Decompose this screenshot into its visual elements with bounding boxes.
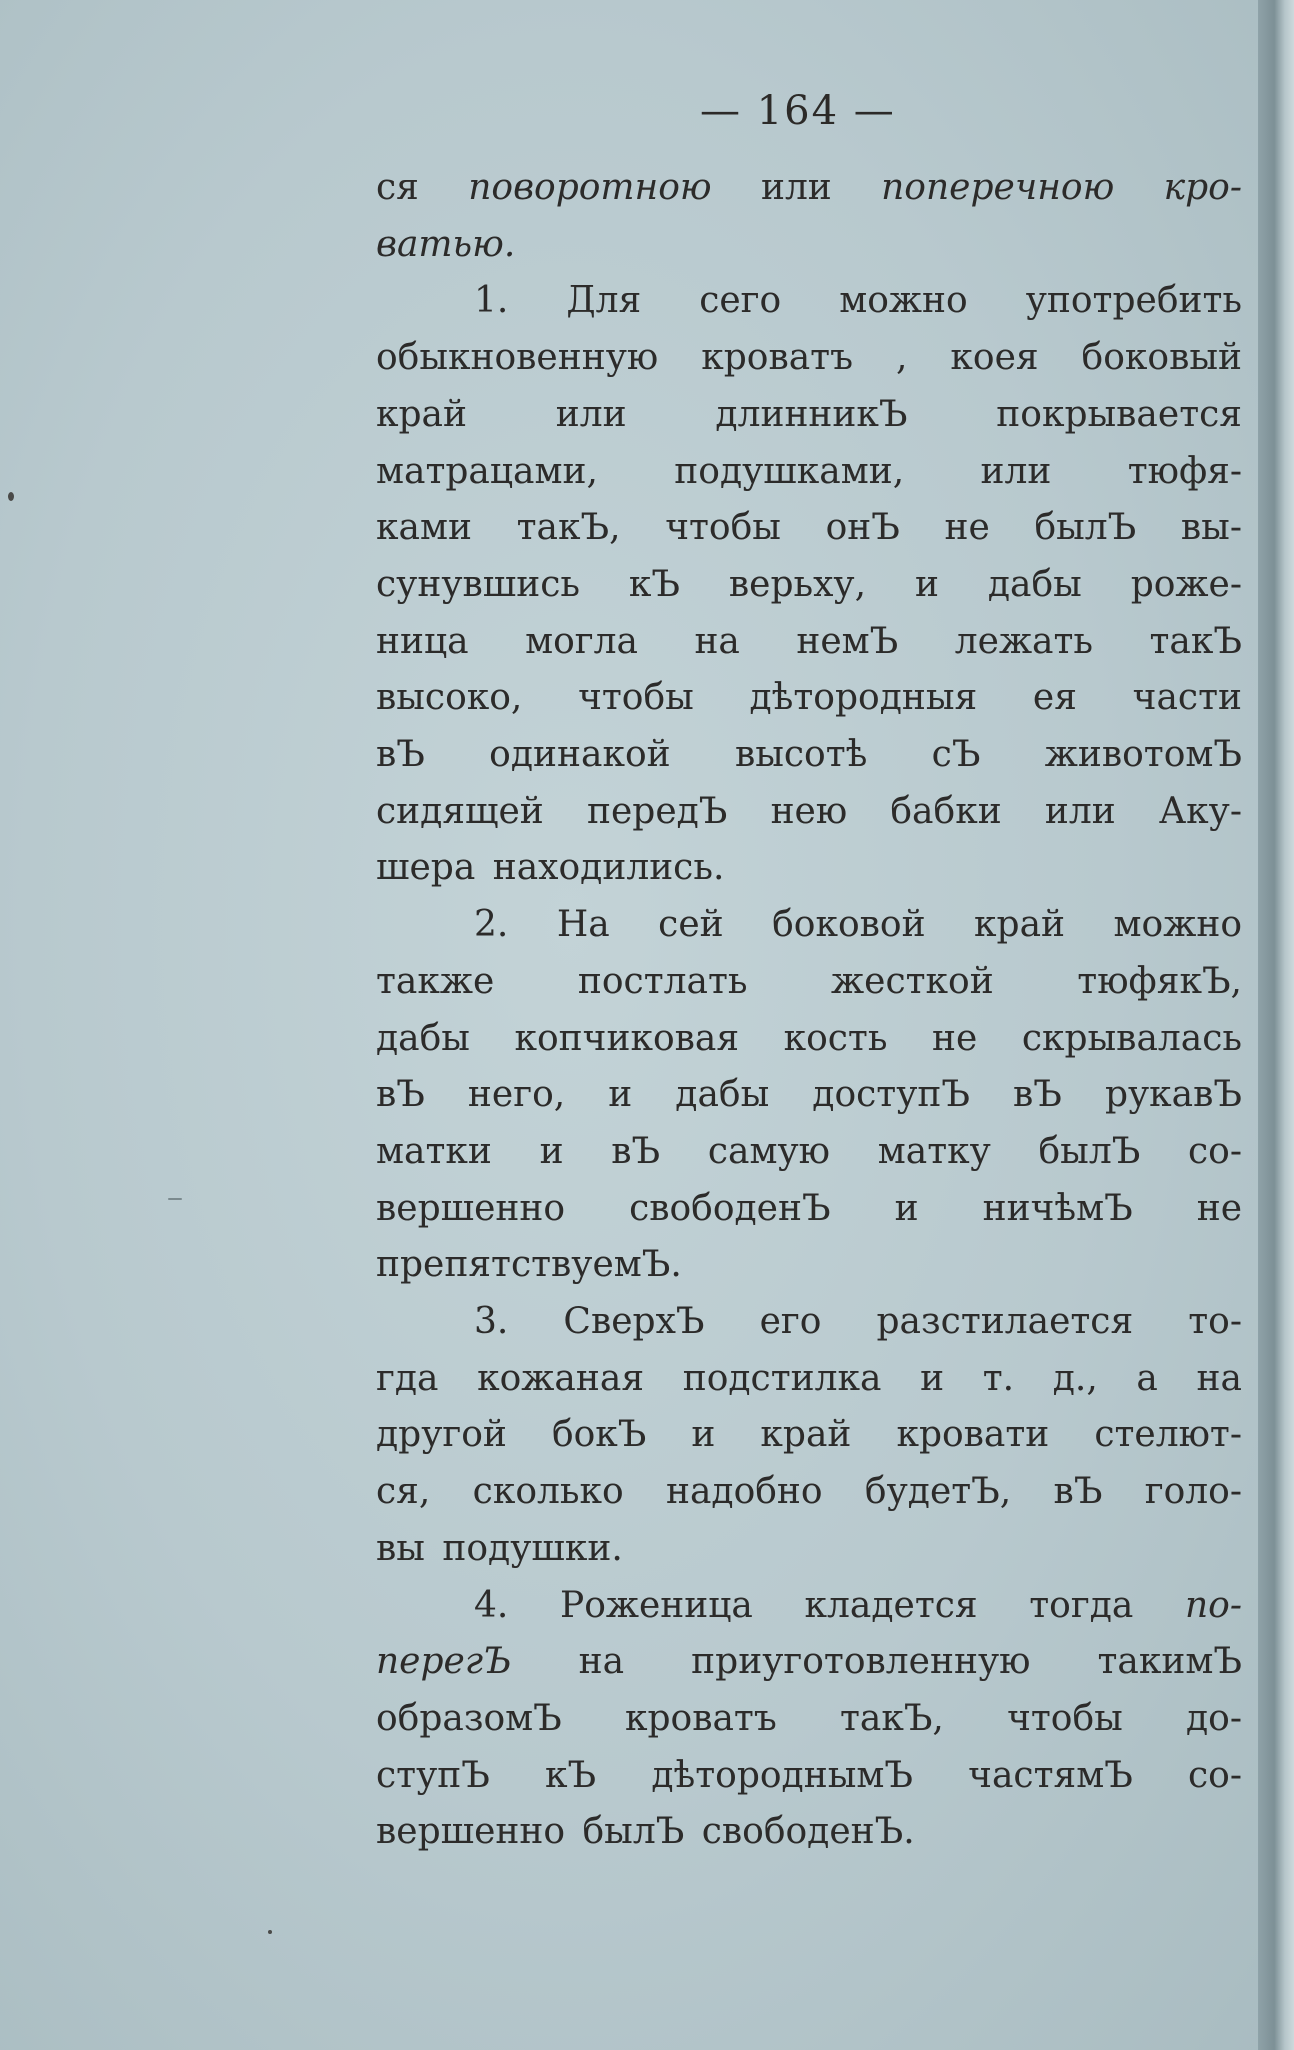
text-line <box>376 217 1242 274</box>
text-line <box>376 1578 1242 1635</box>
text-line: матки и вЪ самую матку былЪ со- <box>376 1130 1242 1172</box>
text-line: вершенно свободенЪ и ничѣмЪ не <box>376 1187 1242 1229</box>
italic-term: по- <box>1184 1584 1242 1626</box>
italic-term: поворотною <box>468 167 712 208</box>
text-line: ся, сколько надобно будетЪ, вЪ голо- <box>376 1471 1242 1513</box>
text-line: также постлать жесткой тюфякЪ, <box>376 960 1242 1002</box>
text-line: шера находились. <box>376 847 725 889</box>
text-run: или <box>711 167 882 208</box>
text-line: вы подушки. <box>376 1527 623 1569</box>
text-line: ступЪ кЪ дѣтороднымЪ частямЪ со- <box>376 1754 1242 1796</box>
text-line: вершенно былЪ свободенЪ. <box>376 1811 915 1853</box>
text-line: высоко, чтобы дѣтородныя ея части <box>376 677 1242 719</box>
text-line: дабы копчиковая кость не скрывалась <box>376 1017 1242 1059</box>
text-line: гда кожаная подстилка и т. д., а на <box>376 1357 1242 1399</box>
italic-term: поперечною кро- <box>881 167 1242 208</box>
text-line: ница могла на немЪ лежать такЪ <box>376 620 1242 662</box>
text-line: 3. СверхЪ его разстилается то- <box>474 1301 1242 1343</box>
text-line: матрацами, подушками, или тюфя- <box>376 450 1242 492</box>
text-line: сидящей передЪ нею бабки или Аку- <box>376 790 1242 832</box>
text-line: препятствуемЪ. <box>376 1244 682 1286</box>
text-line: 1. Для сего можно употребить <box>474 280 1242 322</box>
text-line <box>376 1634 1242 1691</box>
page-gutter-edge <box>1258 0 1294 2050</box>
paragraph-3 <box>376 1294 1242 1578</box>
page-number: — 164 — <box>700 88 896 134</box>
text-line: обыкновенную кроватъ , коея боковый <box>376 337 1242 379</box>
text-line: сунувшись кЪ верьху, и дабы роже- <box>376 563 1242 605</box>
paragraph-4 <box>376 1578 1242 1862</box>
text-run: на приуготовленную такимЪ <box>511 1641 1242 1683</box>
text-line: край или длинникЪ покрывается <box>376 393 1242 435</box>
italic-term: перегЪ <box>376 1641 512 1683</box>
text-run: ся <box>376 167 469 208</box>
text-run: 4. Роженица кладется тогда <box>474 1584 1185 1626</box>
text-line: другой бокЪ и край кровати стелют- <box>376 1414 1242 1456</box>
text-line <box>376 160 1242 217</box>
paper-speck <box>268 1930 272 1934</box>
text-line: ками такЪ, чтобы онЪ не былЪ вы- <box>376 507 1242 549</box>
paragraph-1 <box>376 273 1242 897</box>
text-line: вЪ одинакой высотѣ сЪ животомЪ <box>376 734 1242 776</box>
paper-speck <box>168 1198 182 1200</box>
italic-term: ватью. <box>376 223 516 265</box>
paragraph-2 <box>376 897 1242 1294</box>
text-line: вЪ него, и дабы доступЪ вЪ рукавЪ <box>376 1074 1242 1116</box>
paragraph-intro-continuation <box>376 160 1242 273</box>
paper-speck <box>8 492 14 501</box>
text-line: образомЪ кроватъ такЪ, чтобы до- <box>376 1697 1242 1739</box>
text-line: 2. На сей боковой край можно <box>474 904 1242 946</box>
page-body-text <box>376 160 1242 1861</box>
